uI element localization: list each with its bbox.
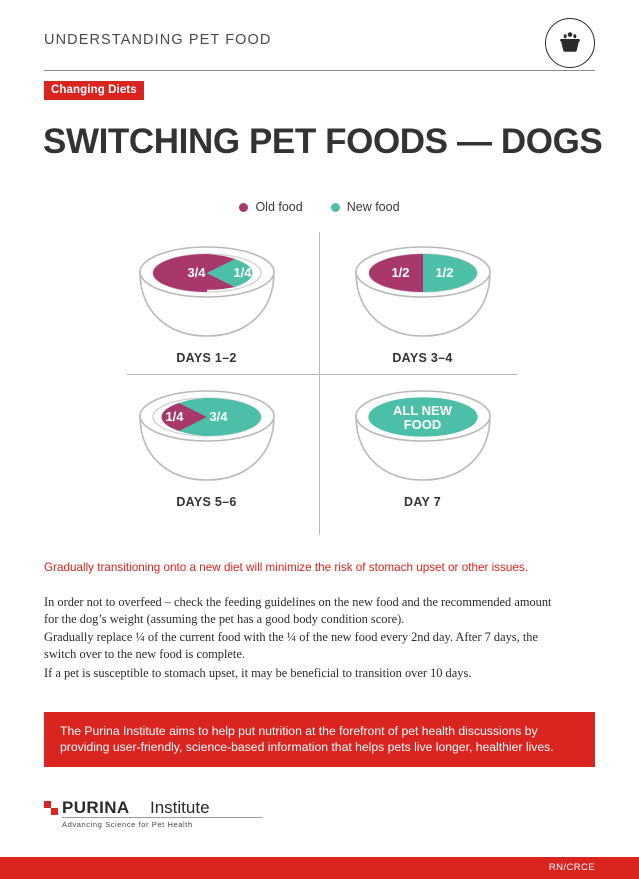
brand-institute-text: Institute [150, 798, 210, 817]
bowl-diagram-grid [104, 232, 514, 537]
pet-food-bowl-icon [545, 18, 595, 68]
grid-horizontal-divider [127, 374, 517, 375]
legend-item-old-food [239, 200, 302, 214]
bowl-new-fraction-label: 3/4 [209, 409, 228, 424]
purina-checkerboard-icon [44, 801, 58, 815]
legend-dot-new-food [331, 203, 340, 212]
body-paragraph-1: In order not to overfeed – check the feeding guidelines on the new food and the recommended amount for the dog’s weight (assuming the pet has a good body condition score). [44, 595, 552, 626]
header-divider [44, 70, 595, 71]
bowl-graphic [128, 238, 286, 342]
bowl-old-fraction-label: 1/2 [391, 265, 410, 280]
lead-text: Gradually transitioning onto a new diet will minimize the risk of stomach upset or other issues. [44, 561, 528, 574]
bowl-graphic [128, 382, 286, 486]
mission-callout: The Purina Institute aims to help put nutrition at the forefront of pet health discussions by providing user-friendly, science-based information that helps pets live longer, healthier lives. [44, 712, 595, 767]
bowl-new-fraction-label: 1/4 [233, 265, 252, 280]
brand-lockup [44, 798, 344, 838]
bowl-cell-label: DAYS 3–4 [392, 351, 453, 365]
bowl-svg-days-1-2 [128, 238, 286, 342]
bowl-cell-days-1-2 [104, 238, 309, 365]
bowl-svg-days-3-4 [344, 238, 502, 342]
bowl-cell-label: DAYS 1–2 [176, 351, 237, 365]
bowl-cell-days-5-6 [104, 382, 309, 509]
bowl-svg-day-7 [344, 382, 502, 486]
bowl-svg-days-5-6 [128, 382, 286, 486]
bowl-new-fraction-label: ALL NEW FOOD [393, 403, 452, 432]
status-badge: Changing Diets [44, 81, 144, 100]
page-title: SWITCHING PET FOODS — DOGS [43, 122, 603, 161]
bowl-icon-svg [556, 29, 584, 57]
footer-bar [0, 857, 639, 879]
bowl-cell-label: DAYS 5–6 [176, 495, 237, 509]
bowl-old-fraction-label: 3/4 [187, 265, 206, 280]
bowl-graphic [344, 382, 502, 486]
body-paragraph-3: If a pet is susceptible to stomach upset, it may be beneficial to transition over 10 days. [44, 666, 472, 680]
bowl-cell-days-3-4 [320, 238, 525, 365]
page-header-title: UNDERSTANDING PET FOOD [44, 32, 272, 48]
brand-tagline: Advancing Science for Pet Health [62, 820, 193, 829]
bowl-new-fraction-label: 1/2 [435, 265, 454, 280]
body-paragraph-2: Gradually replace ¼ of the current food with the ¼ of the new food every 2nd day. After 7 days, the switch over to the new food is complete. [44, 630, 538, 661]
page-header [44, 18, 595, 68]
brand-divider [62, 817, 262, 818]
legend-label-old-food: Old food [255, 200, 303, 214]
bowl-graphic [344, 238, 502, 342]
legend-item-new-food [331, 200, 400, 214]
bowl-cell-label: DAY 7 [404, 495, 441, 509]
footer-code: RN/CRCE [548, 862, 595, 873]
bowl-cell-day-7 [320, 382, 525, 509]
brand-purina-text: PURINA [62, 798, 130, 817]
legend [0, 200, 639, 214]
legend-label-new-food: New food [346, 200, 400, 214]
bowl-old-fraction-label: 1/4 [165, 409, 184, 424]
legend-dot-old-food [239, 203, 248, 212]
